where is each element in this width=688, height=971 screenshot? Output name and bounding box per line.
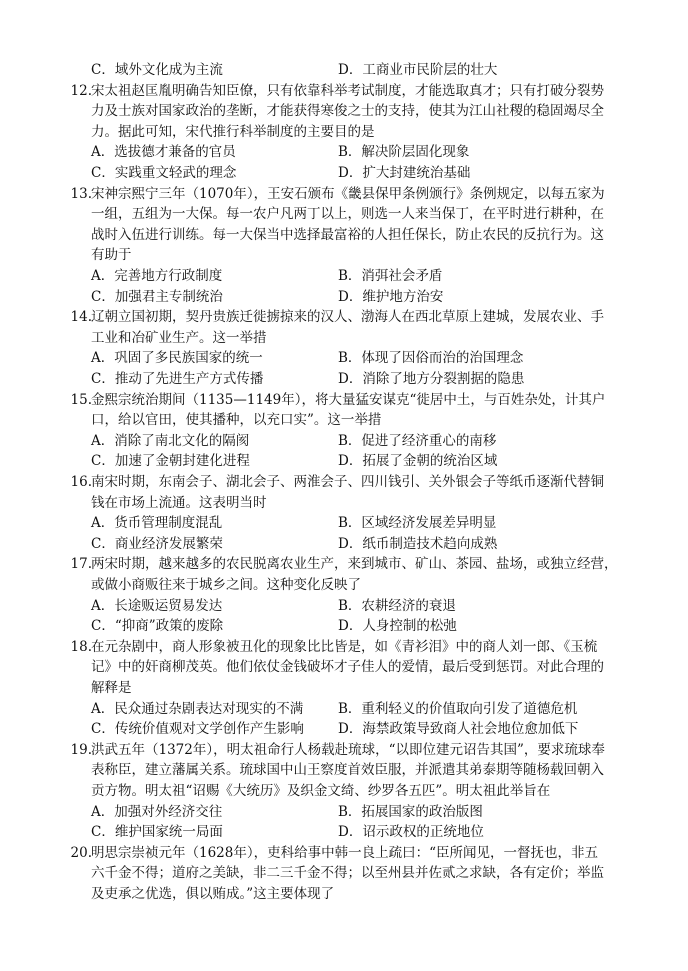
answer-option: A．巩固了多民族国家的统一 [91,350,263,367]
question-stem-line [0,575,688,596]
question-stem-text: 战时入伍进行训练。每一大保当中选择最富裕的人担任保长，防止农民的反抗行为。这 [91,226,604,243]
answer-option: C．加速了金朝封建化进程 [91,453,250,470]
answer-option: A．加强对外经济交往 [91,803,223,820]
option-row [0,431,688,452]
answer-option: B．消弭社会矛盾 [338,268,443,284]
question-stem-line [0,81,688,102]
answer-option: C．商业经济发展繁荣 [91,535,223,552]
question-number: 17. [70,556,92,573]
answer-option: B．促进了经济重心的南移 [338,432,497,449]
question-stem-text: 金熙宗统治期间（1135—1149年），将大量猛安谋克“徙居中土，与百姓杂处，计其户 [91,391,606,408]
question-stem-text: 解释是 [91,680,132,696]
question-stem-text: 记》中的奸商柳茂英。他们依仗金钱破坏才子佳人的爱情，最后受到惩罚。对此合理的 [91,659,604,676]
question-stem-text: 辽朝立国初期，契丹贵族迁徙掳掠来的汉人、渤海人在西北草原上建城，发展农业、手 [91,309,604,326]
question-stem-line [0,760,688,781]
question-stem-text: 钱在市场上流通。这表明当时 [91,494,267,511]
question-stem-text: 工业和冶矿业生产。这一举措 [91,329,267,346]
question-number: 13. [70,185,92,202]
question-stem-line [0,410,688,431]
question-stem-text: 在元杂剧中，商人形象被丑化的现象比比皆是，如《青衫泪》中的商人刘一郎、《玉梳 [91,638,598,655]
question-number: 18. [70,638,92,655]
question-stem-line [0,204,688,225]
question-number: 16. [70,474,92,490]
option-row [0,163,688,184]
question-stem-line [0,554,688,575]
option-row [0,60,688,81]
question-stem-line [0,657,688,678]
question-stem-line [0,472,688,493]
option-row [0,616,688,637]
answer-option: A．选拔德才兼备的官员 [91,144,236,161]
question-stem-text: 洪武五年（1372年），明太祖命行人杨载赴琉球，“以即位建元诏告其国”，要求琉球奉 [91,741,605,758]
question-stem-line [0,225,688,246]
question-stem-line [0,781,688,802]
question-stem-line [0,101,688,122]
option-row [0,266,688,287]
answer-option: A．长途贩运贸易发达 [91,597,223,614]
answer-option: D．消除了地方分裂割据的隐患 [338,371,525,387]
question-stem-line [0,390,688,411]
question-stem-text: 口，给以官田，使其播种，以充口实”。这一举措 [91,412,382,429]
question-stem-text: 两宋时期，越来越多的农民脱离农业生产，来到城市、矿山、茶园、盐场，或独立经营， [91,556,618,573]
option-row [0,534,688,555]
option-row [0,348,688,369]
answer-option: A．消除了南北文化的隔阂 [91,432,250,449]
answer-option: C．推动了先进生产方式传播 [91,371,264,387]
question-stem-line [0,678,688,699]
question-number: 19. [70,741,92,758]
question-stem-line [0,245,688,266]
answer-option: C．加强君主专制统治 [91,288,223,305]
question-stem-line [0,884,688,905]
question-stem-text: 六千金不得；道府之美缺，非二三千金不得；以至州县并佐贰之求缺，各有定价；举监 [91,865,604,882]
answer-option: D．工商业市民阶层的壮大 [338,62,498,78]
answer-option: D．扩大封建统治基础 [338,165,471,181]
answer-option: D．维护地方治安 [338,288,444,305]
answer-option: D．纸币制造技术趋向成熟 [338,535,498,552]
option-row [0,596,688,617]
question-stem-line [0,184,688,205]
option-row [0,719,688,740]
answer-option: A．完善地方行政制度 [91,268,223,284]
question-stem-line [0,328,688,349]
question-stem-text: 或做小商贩往来于城乡之间。这种变化反映了 [91,577,361,593]
question-number: 12. [70,82,92,99]
question-stem-line [0,307,688,328]
option-row [0,142,688,163]
answer-option: C．传统价值观对文学创作产生影响 [91,721,304,738]
answer-option: B．重利轻义的价值取向引发了道德危机 [338,700,578,717]
question-stem-text: 有助于 [91,247,132,264]
answer-option: D．海禁政策导致商人社会地位愈加低下 [338,721,579,738]
answer-option: C．维护国家统一局面 [91,824,223,841]
question-stem-text: 南宋时期，东南会子、湖北会子、两淮会子、四川钱引、关外银会子等纸币逐渐代替铜 [91,474,604,490]
answer-option: B．农耕经济的衰退 [338,597,456,614]
question-stem-text: 及吏承之优选，俱以贿成。”这主要体现了 [91,886,335,902]
answer-option: B．拓展国家的政治版图 [338,803,483,820]
question-stem-line [0,637,688,658]
option-row [0,513,688,534]
question-stem-line [0,843,688,864]
question-stem-line [0,493,688,514]
answer-option: D．人身控制的松弛 [338,618,457,635]
option-row [0,802,688,823]
answer-option: C．“抑商”政策的废除 [91,618,224,635]
answer-option: D．拓展了金朝的统治区域 [338,453,498,470]
question-number: 14. [70,309,92,326]
answer-option: C．域外文化成为主流 [91,62,223,78]
question-stem-line [0,863,688,884]
option-row [0,451,688,472]
option-row [0,699,688,720]
answer-option: A．货币管理制度混乱 [91,515,223,532]
answer-option: B．体现了因俗而治的治国理念 [338,350,524,367]
question-stem-text: 力及士族对国家政治的垄断，才能获得寒俊之士的支持，使其为江山社稷的稳固竭尽全 [91,103,604,120]
question-stem-text: 宋太祖赵匡胤明确告知臣僚，只有依靠科举考试制度，才能选取真才；只有打破分裂势 [91,82,604,99]
question-stem-text: 宋神宗熙宁三年（1070年），王安石颁布《畿县保甲条例颁行》条例规定，以每五家为 [91,185,605,202]
question-number: 20. [70,844,92,861]
answer-option: B．区域经济发展差异明显 [338,515,497,532]
question-stem-text: 明思宗崇祯元年（1628年），吏科给事中韩一良上疏曰：“臣所闻见，一督抚也，非五 [91,844,599,861]
question-stem-text: 一组，五组为一大保。每一农户凡两丁以上，则选一人来当保丁，在平时进行耕种，在 [91,206,604,223]
question-stem-line [0,740,688,761]
question-stem-text: 力。据此可知，宋代推行科举制度的主要目的是 [91,123,375,140]
answer-option: B．解决阶层固化现象 [338,144,470,161]
answer-option: C．实践重文轻武的理念 [91,165,237,181]
answer-option: D．诏示政权的正统地位 [338,824,484,841]
answer-option: A．民众通过杂剧表达对现实的不满 [91,700,304,717]
question-stem-text: 贡方物。明太祖“诏赐《大统历》及织金文绮、纱罗各五匹”。明太祖此举旨在 [91,783,551,799]
question-stem-line [0,122,688,143]
question-number: 15. [70,391,92,408]
option-row [0,822,688,843]
option-row [0,287,688,308]
question-stem-text: 表称臣，建立藩属关系。琉球国中山王察度首效臣服，并派遣其弟泰期等随杨载回朝入 [91,762,604,779]
option-row [0,369,688,390]
